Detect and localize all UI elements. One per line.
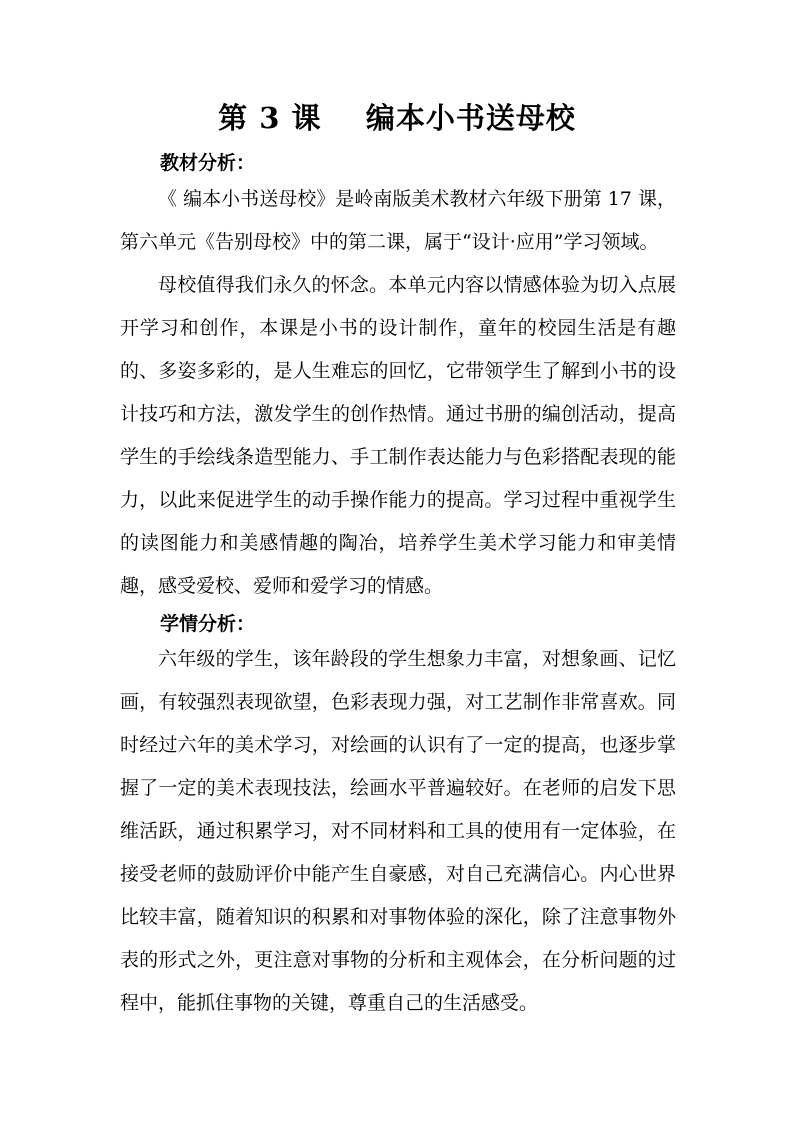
section-heading-textbook-analysis: 教材分析： — [160, 152, 256, 174]
paragraph-student-analysis: 六年级的学生，该年龄段的学生想象力丰富，对想象画、记忆画，有较强烈表现欲望，色彩表现力强，对工艺制作非常喜欢。同时经过六年的美术学习，对绘画的认识有了一定的提高，也逐步掌握了一定的美术表现技法，绘画水平普遍较好。在老师的启发下思维活跃，通过积累学习，对不同材料和工具的使用有一定体验，在接受老师的鼓励评价中能产生自豪感，对自己充满信心。内心世界比较丰富，随着知识的积累和对事物体验的深化，除了注意事物外表的形式之外，更注意对事物的分析和主观体会，在分析问题的过程中，能抓住事物的关键，尊重自己的生活感受。 — [120, 648, 676, 1014]
paragraph-textbook-detail: 母校值得我们永久的怀念。本单元内容以情感体验为切入点展开学习和创作，本课是小书的设计制作，童年的校园生活是有趣的、多姿多彩的，是人生难忘的回忆，它带领学生了解到小书的设计技巧和方法，激发学生的创作热情。通过书册的编创活动，提高学生的手绘线条造型能力、手工制作表达能力与色彩搭配表现的能力，以此来促进学生的动手操作能力的提高。学习过程中重视学生的读图能力和美感情趣的陶冶，培养学生美术学习能力和审美情趣，感受爱校、爱师和爱学习的情感。 — [120, 274, 676, 597]
section-heading-student-analysis: 学情分析： — [160, 613, 256, 635]
paragraph-textbook-intro: 《 编本小书送母校》是岭南版美术教材六年级下册第 17 课，第六单元《告别母校》中的第二课，属于“设计·应用”学习领域。 — [120, 188, 676, 253]
page-title: 第 3 课 编本小书送母校 — [218, 101, 576, 135]
